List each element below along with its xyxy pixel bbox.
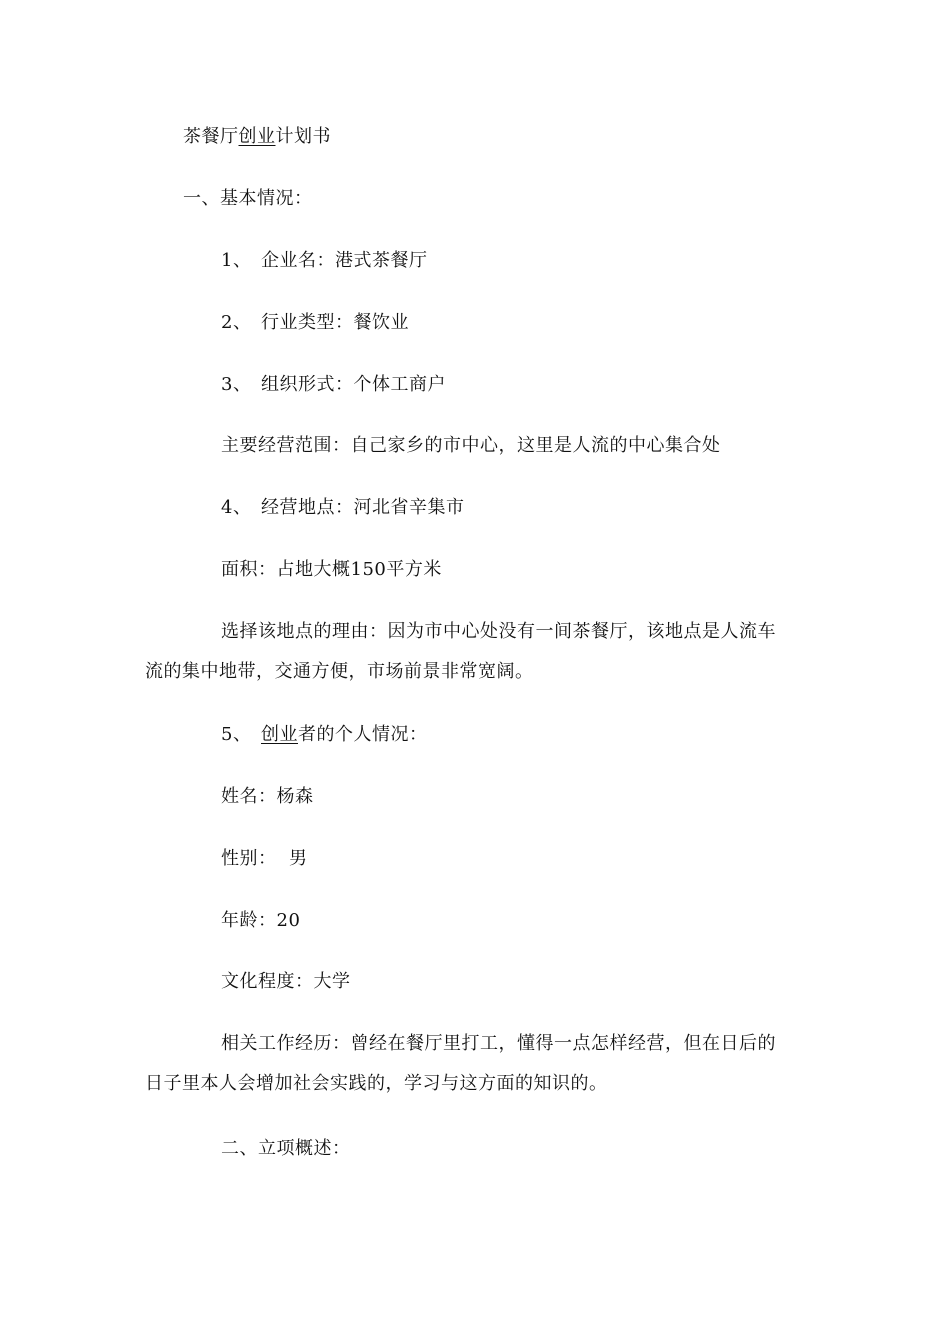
list-number: 5、 [221,724,252,745]
section-heading-basic-info: 一、基本情况： [183,188,313,209]
list-underlined-word: 创业 [261,724,298,745]
section-heading-project-overview: 二、立项概述： [221,1138,351,1159]
paragraph-work-experience-line-2: 日子里本人会增加社会实践的，学习与这方面的知识的。 [145,1073,608,1094]
list-item-company-name [221,249,428,273]
paragraph-location-reason-line-2: 流的集中地带，交通方便，市场前景非常宽阔。 [145,661,534,682]
paragraph-work-experience-line-1: 相关工作经历：曾经在餐厅里打工，懂得一点怎样经营，但在日后的 [221,1033,776,1054]
title-prefix: 茶餐厅 [183,126,239,147]
list-number: 3、 [221,374,252,395]
list-item-founder-info [221,723,428,747]
document-title [183,125,331,149]
list-item-business-location [221,496,465,520]
list-item-industry-type [221,311,409,335]
paragraph-name: 姓名：杨森 [221,786,314,807]
list-text: 行业类型：餐饮业 [261,312,409,333]
gender-text: 性别： 男 [221,848,308,869]
list-text: 者的个人情况： [298,724,428,745]
paragraph-business-scope: 主要经营范围：自己家乡的市中心，这里是人流的中心集合处 [221,435,721,456]
title-suffix: 计划书 [275,126,331,147]
paragraph-location-reason-line-1: 选择该地点的理由：因为市中心处没有一间茶餐厅，该地点是人流车 [221,621,776,642]
title-underlined-word: 创业 [238,126,276,147]
list-number: 4、 [221,497,252,518]
list-text: 经营地点：河北省辛集市 [261,497,465,518]
paragraph-age: 年龄：20 [221,910,301,931]
list-text: 组织形式：个体工商户 [261,374,446,395]
list-number: 2、 [221,312,252,333]
list-item-organization-form [221,373,446,397]
paragraph-gender [221,847,307,871]
paragraph-area: 面积：占地大概150平方米 [221,559,442,580]
list-text: 企业名：港式茶餐厅 [261,250,428,271]
list-number: 1、 [221,250,252,271]
paragraph-education: 文化程度：大学 [221,971,351,992]
